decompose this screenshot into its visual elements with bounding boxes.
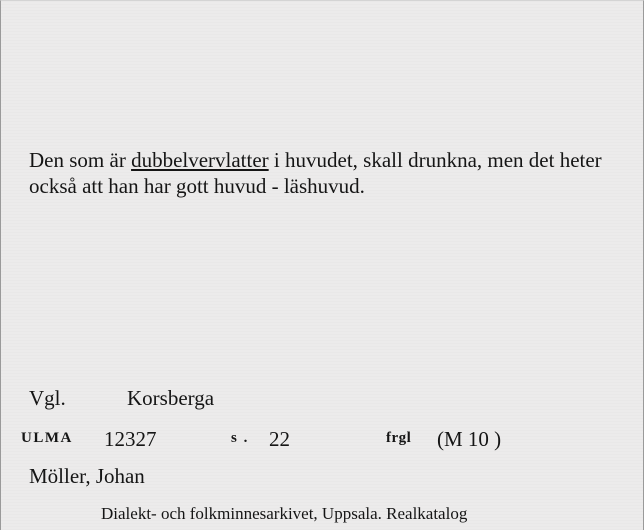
- archive-footer: Dialekt- och folkminnesarkivet, Uppsala. Realkatalog: [101, 504, 468, 523]
- place-name: Korsberga: [127, 386, 215, 410]
- frgl-value: (M 10 ): [437, 427, 502, 451]
- record-text-part2: i huvudet, skall drunkna, men det heter också att han har gott huvud - läshuvud.: [29, 148, 602, 198]
- page-label: s .: [231, 430, 249, 446]
- record-text-part1: Den som är: [29, 148, 132, 172]
- record-text: [29, 147, 629, 199]
- page-number: 22: [269, 427, 290, 451]
- informant-name: Möller, Johan: [29, 464, 145, 488]
- frgl-label: frgl: [386, 430, 412, 446]
- vgl-label: Vgl.: [29, 386, 66, 410]
- ulma-label: ULMA: [21, 430, 73, 446]
- ulma-number: 12327: [104, 427, 157, 451]
- record-text-underlined-word: dubbelvervlatter: [131, 148, 269, 172]
